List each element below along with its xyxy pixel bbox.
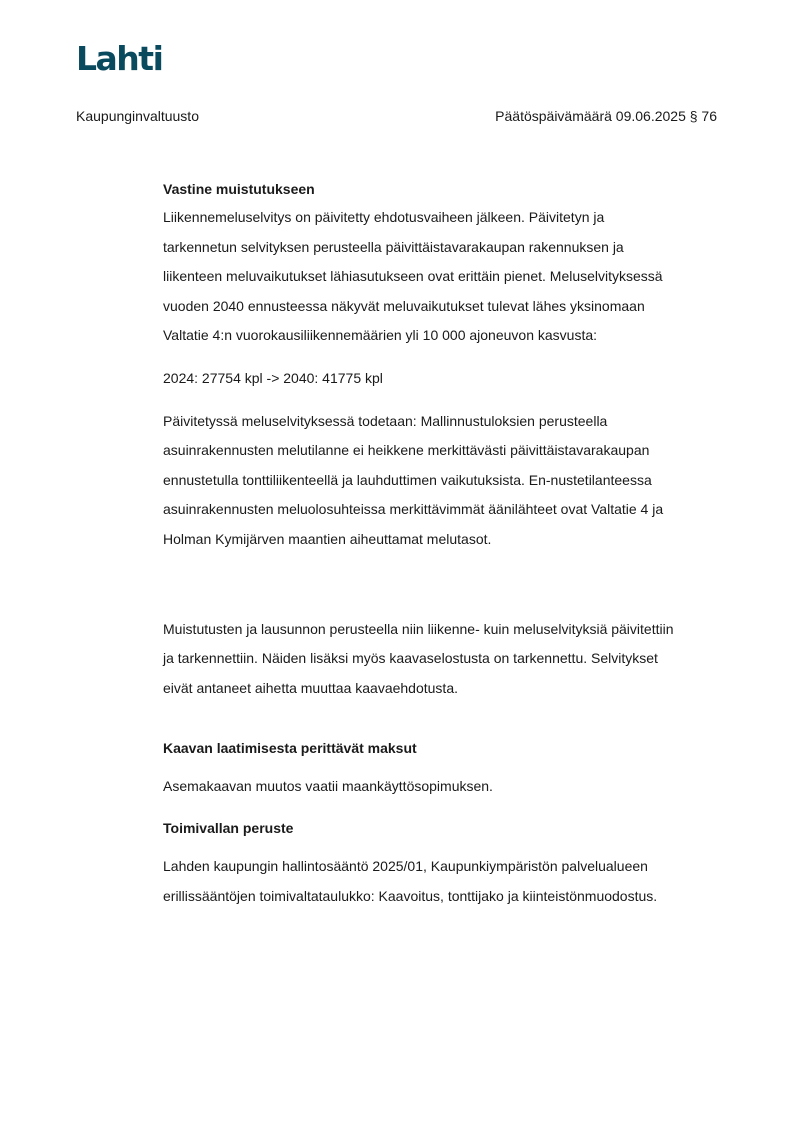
document-body [163,180,719,911]
heading-vastine: Vastine muistutukseen [163,181,315,197]
text-line: liikenteen meluvaikutukset lähiasutukseen ovat erittäin pienet. Meluselvityksessä [163,268,663,285]
paragraph-maksut [163,772,719,802]
text-line: Valtatie 4:n vuorokausiliikennemäärien yli 10 000 ajoneuvon kasvusta: [163,327,598,344]
text-line: Asemakaavan muutos vaatii maankäyttösopimuksen. [163,778,493,795]
text-line: asuinrakennusten meluolosuhteissa merkittävimmät äänilähteet ovat Valtatie 4 ja [163,501,664,518]
paragraph-vastine-1 [163,203,719,351]
text-line: Päivitetyssä meluselvityksessä todetaan: Mallinnustuloksien perusteella [163,412,608,429]
text-line: Liikennemeluselvitys on päivitetty ehdotusvaiheen jälkeen. Päivitetyn ja [163,209,605,225]
text-line: ja tarkennettiin. Näiden lisäksi myös kaavaselostusta on tarkennettu. Selvitykset [163,650,658,667]
text-line: Lahden kaupungin hallintosääntö 2025/01, Kaupunkiympäristön palvelualueen [163,857,648,874]
text-line: vuoden 2040 ennusteessa näkyvät meluvaikutukset tulevat lähes yksinomaan [163,297,645,314]
text-line: tarkennetun selvityksen perusteella päivittäistavarakaupan rakennuksen ja [163,238,624,255]
section-vastine [163,180,719,703]
paragraph-vastine-3 [163,407,719,555]
text-line: eivät antaneet aihetta muuttaa kaavaehdotusta. [163,679,458,696]
heading-maksut: Kaavan laatimisesta perittävät maksut [163,740,417,757]
text-line: asuinrakennusten melutilanne ei heikkene merkittävästi päivittäistavarakaupan [163,442,650,459]
paragraph-toimivalta [163,852,719,911]
section-toimivalta [163,819,719,911]
text-line: Muistutusten ja lausunnon perusteella niin liikenne- kuin meluselvityksiä päivitettiin [163,620,674,637]
section-maksut [163,739,719,802]
paragraph-traffic-volume [163,364,719,394]
paragraph-vastine-4 [163,615,719,704]
text-line: 2024: 27754 kpl -> 2040: 41775 kpl [163,369,383,386]
heading-toimivalta: Toimivallan peruste [163,819,294,836]
text-line: Holman Kymijärven maantien aiheuttamat melutasot. [163,530,492,547]
header-body-name: Kaupunginvaltuusto [76,108,199,124]
header-decision-date: Päätöspäivämäärä 09.06.2025 § 76 [495,108,717,124]
text-line: erillissääntöjen toimivaltataulukko: Kaavoitus, tonttijako ja kiinteistönmuodostus. [163,887,658,904]
lahti-logo: Lahti [76,39,163,78]
text-line: ennustetulla tonttiliikenteellä ja lauhduttimen vaikutuksista. En-nustetilanteessa [163,471,652,488]
